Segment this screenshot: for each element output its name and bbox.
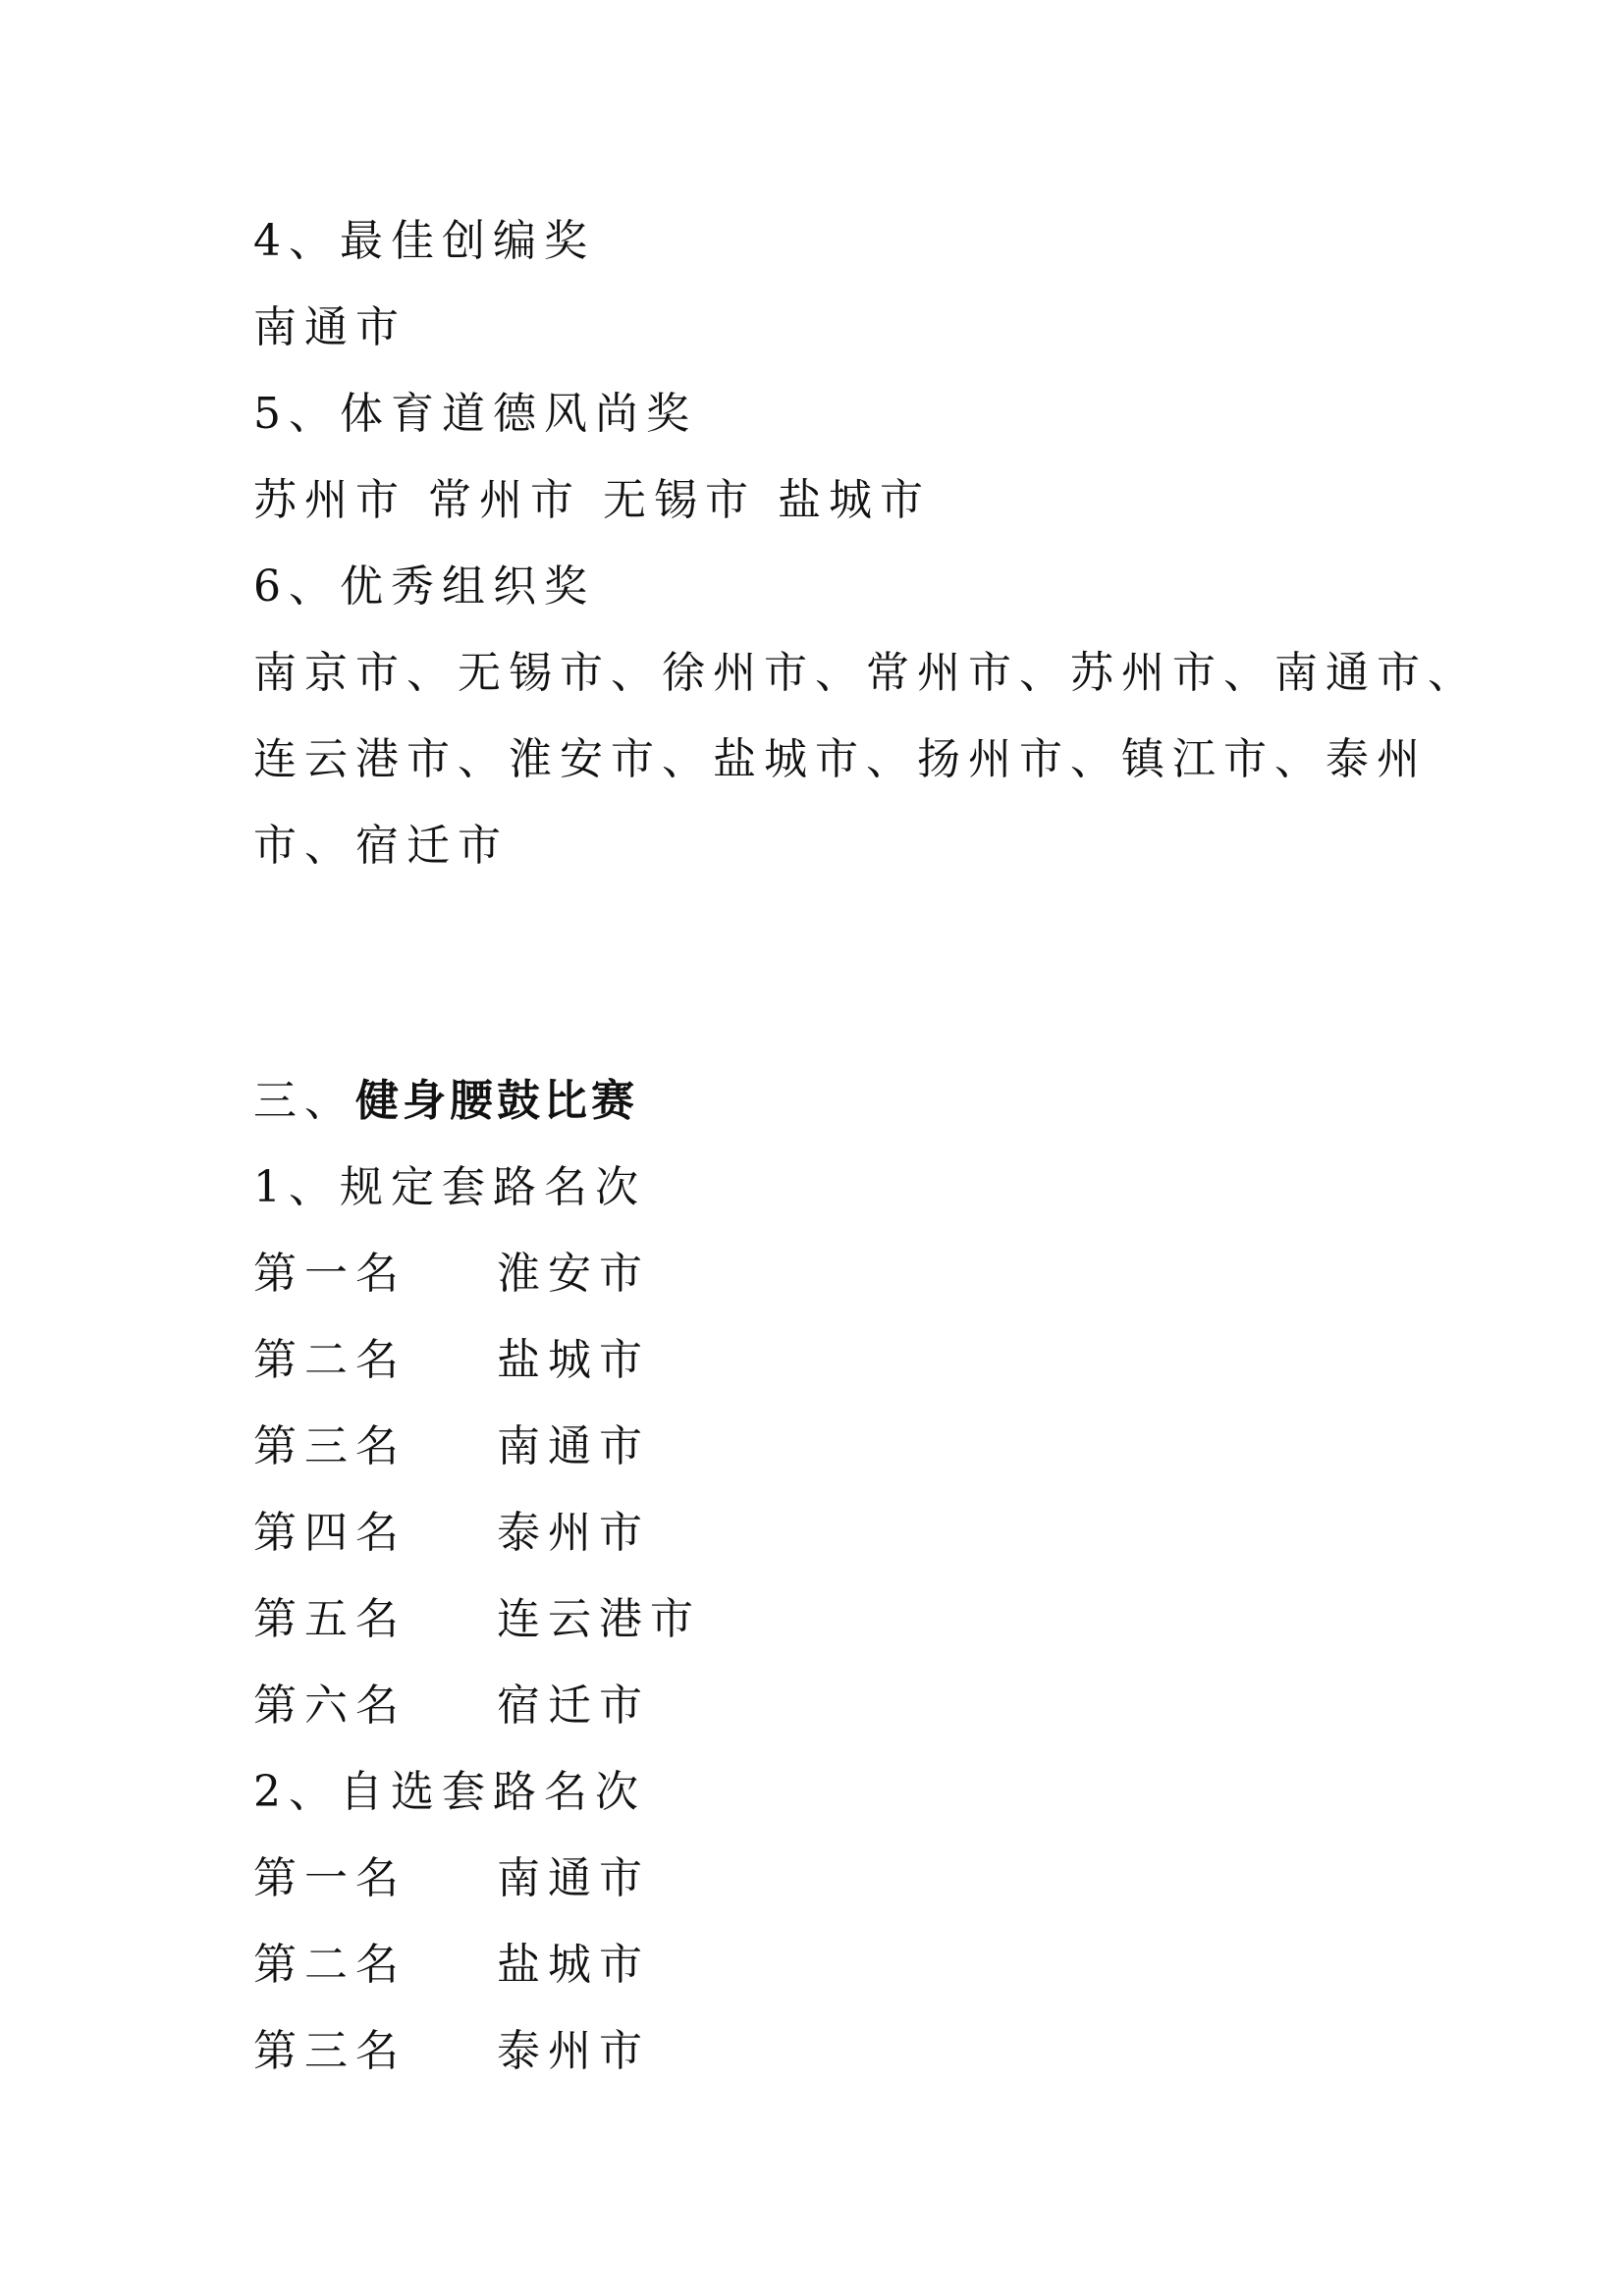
- rank-city: 盐城市: [497, 1335, 650, 1385]
- rank-city: 泰州市: [497, 2026, 650, 2076]
- rank-label: 第三名: [253, 2026, 406, 2076]
- award-4-winners: 南通市: [253, 302, 406, 352]
- rank-city: 连云港市: [497, 1594, 701, 1644]
- rank-label: 第二名: [253, 1335, 406, 1385]
- section-3-heading: [253, 1072, 638, 1131]
- rank-label: 第一名: [253, 1853, 406, 1903]
- rank-label: 第三名: [253, 1421, 406, 1471]
- rank-city: 宿迁市: [497, 1681, 650, 1731]
- part-1-title: 1、规定套路名次: [253, 1162, 646, 1212]
- rank-label: 第五名: [253, 1594, 406, 1644]
- award-5-winners: 苏州市 常州市 无锡市 盐城市: [253, 475, 931, 525]
- award-6-winners-line-2: 连云港市、淮安市、盐城市、扬州市、镇江市、泰州: [253, 734, 1428, 784]
- rank-city: 淮安市: [497, 1249, 650, 1299]
- rank-city: 南通市: [497, 1853, 650, 1903]
- award-6-winners-line-3: 市、宿迁市: [253, 821, 509, 871]
- section-3-heading-title: 健身腰鼓比赛: [355, 1076, 638, 1126]
- section-3-heading-prefix: 三、: [253, 1076, 355, 1126]
- award-6-title: 6、优秀组织奖: [253, 561, 595, 612]
- award-6-winners-line-1: 南京市、无锡市、徐州市、常州市、苏州市、南通市、: [253, 648, 1479, 698]
- rank-city: 泰州市: [497, 1508, 650, 1558]
- rank-label: 第二名: [253, 1940, 406, 1990]
- rank-label: 第一名: [253, 1249, 406, 1299]
- rank-city: 南通市: [497, 1421, 650, 1471]
- rank-city: 盐城市: [497, 1940, 650, 1990]
- rank-label: 第四名: [253, 1508, 406, 1558]
- part-2-title: 2、自选套路名次: [253, 1767, 646, 1817]
- award-5-title: 5、体育道德风尚奖: [253, 389, 697, 439]
- rank-label: 第六名: [253, 1681, 406, 1731]
- award-4-title: 4、最佳创编奖: [253, 216, 595, 266]
